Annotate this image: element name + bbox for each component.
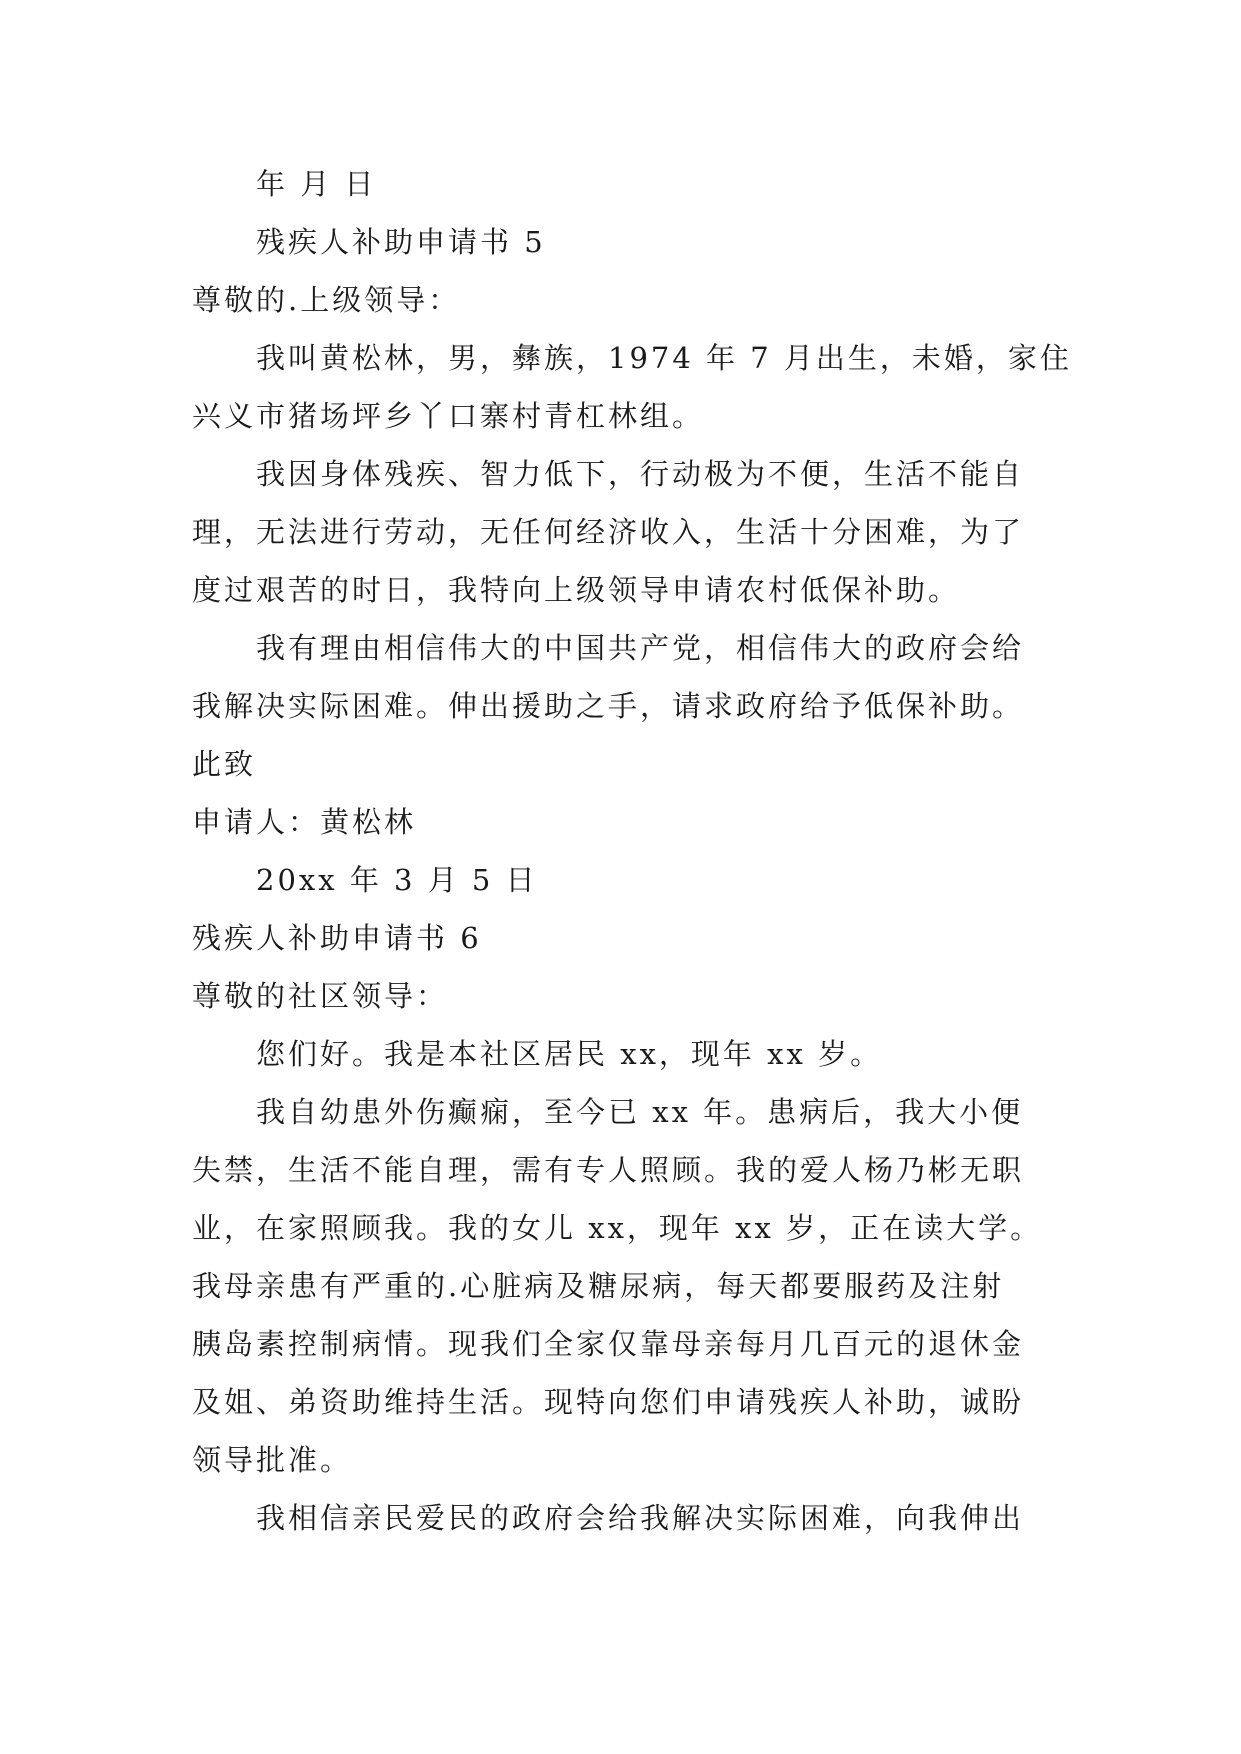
paragraph-line: 我叫黄松林，男，彝族，1974 年 7 月出生，未婚，家住 — [256, 341, 1072, 375]
signature-date: 20xx 年 3 月 5 日 — [256, 863, 538, 897]
paragraph-line: 我自幼患外伤癫痫，至今已 xx 年。患病后，我大小便 — [256, 1095, 1024, 1129]
applicant-line: 申请人：黄松林 — [192, 805, 417, 839]
salutation-1: 尊敬的.上级领导： — [192, 283, 461, 317]
section-title-6: 残疾人补助申请书 6 — [192, 921, 482, 955]
paragraph-line: 理，无法进行劳动，无任何经济收入，生活十分困难，为了 — [192, 515, 1025, 549]
paragraph-line: 度过艰苦的时日，我特向上级领导申请农村低保补助。 — [192, 573, 961, 607]
paragraph-line: 我因身体残疾、智力低下，行动极为不便，生活不能自 — [256, 457, 1025, 491]
paragraph-line: 失禁，生活不能自理，需有专人照顾。我的爱人杨乃彬无职 — [192, 1153, 1025, 1187]
paragraph-line: 领导批准。 — [192, 1443, 353, 1477]
paragraph-line: 胰岛素控制病情。现我们全家仅靠母亲每月几百元的退休金 — [192, 1327, 1025, 1361]
salutation-2: 尊敬的社区领导： — [192, 979, 449, 1013]
paragraph-line: 您们好。我是本社区居民 xx，现年 xx 岁。 — [256, 1037, 883, 1071]
paragraph-line: 业，在家照顾我。我的女儿 xx，现年 xx 岁，正在读大学。 — [192, 1211, 1043, 1245]
paragraph-line: 我有理由相信伟大的中国共产党，相信伟大的政府会给 — [256, 631, 1025, 665]
paragraph-line: 我相信亲民爱民的政府会给我解决实际困难，向我伸出 — [256, 1501, 1025, 1535]
paragraph-line: 及姐、弟资助维持生活。现特向您们申请残疾人补助，诚盼 — [192, 1385, 1025, 1419]
date-line: 年 月 日 — [256, 167, 377, 201]
section-title-5: 残疾人补助申请书 5 — [256, 225, 546, 259]
paragraph-line: 我母亲患有严重的.心脏病及糖尿病，每天都要服药及注射 — [192, 1269, 1005, 1303]
paragraph-line: 我解决实际困难。伸出援助之手，请求政府给予低保补助。 — [192, 689, 1025, 723]
paragraph-line: 兴义市猪场坪乡丫口寨村青杠林组。 — [192, 399, 705, 433]
closing-line: 此致 — [192, 747, 257, 781]
